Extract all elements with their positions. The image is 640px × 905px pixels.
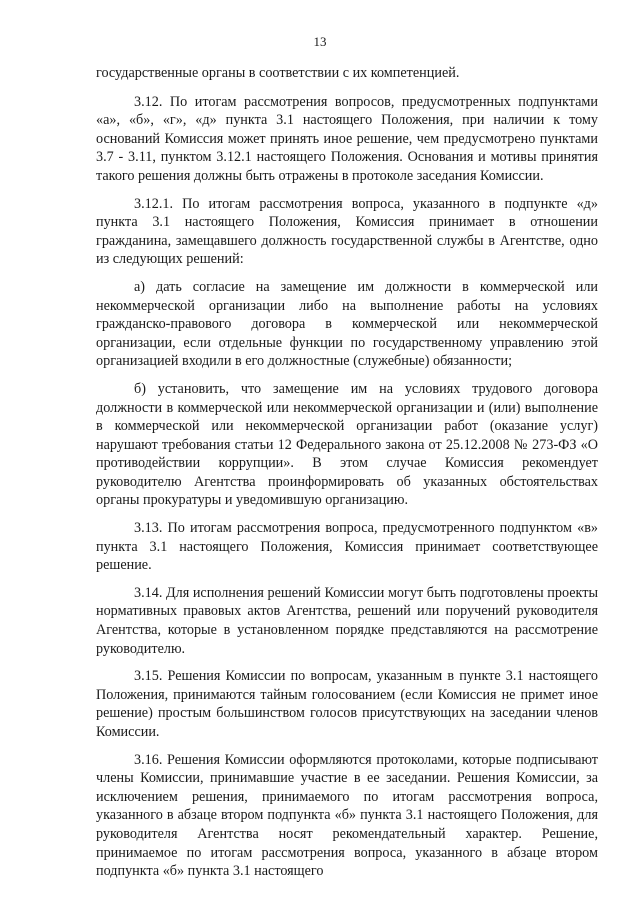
paragraph-3-12: 3.12. По итогам рассмотрения вопросов, предусмотренных подпунктами «а», «б», «г», «д» пункта 3.1 настоящего Положения, при наличии к тому оснований Комиссия может принять иное решение, чем предусмотрено пунктами 3.7 - 3.11, пунктом 3.12.1 настоящего Положения. Основания и мотивы принятия такого решения должны быть отражены в протоколе заседания Комиссии. [96, 93, 598, 184]
paragraph-3-13: 3.13. По итогам рассмотрения вопроса, предусмотренного подпунктом «в» пункта 3.1 настоящего Положения, Комиссия принимает соответствующее решение. [96, 520, 598, 574]
paragraph-3-12-1-a: а) дать согласие на замещение им должности в коммерческой или некоммерческой организации либо на выполнение работы на условиях гражданско-правового договора в коммерческой или некоммерческой организации, если отдельные функции по государственному управлению этой организацией входили в его должностные (служебные) обязанности; [96, 278, 598, 370]
document-body [96, 64, 598, 881]
paragraph-3-12-1: 3.12.1. По итогам рассмотрения вопроса, указанного в подпункте «д» пункта 3.1 настоящего Положения, Комиссия принимает в отношении гражданина, замещавшего должность государственной службы в Агентстве, одно из следующих решений: [96, 195, 598, 268]
paragraph-3-14: 3.14. Для исполнения решений Комиссии могут быть подготовлены проекты нормативных правовых актов Агентства, решений или поручений руководителя Агентства, которые в установленном порядке представляются на рассмотрение руководителю. [96, 584, 598, 657]
paragraph-continuation: государственные органы в соответствии с их компетенцией. [96, 65, 460, 81]
paragraph-3-16: 3.16. Решения Комиссии оформляются протоколами, которые подписывают члены Комиссии, принимавшие участие в ее заседании. Решения Комиссии, за исключением решения, принимаемого по итогам рассмотрения вопроса, указанного в абзаце втором подпункта «б» пункта 3.1 настоящего Положения, для руководителя Агентства носят рекомендательный характер. Решение, принимаемое по итогам рассмотрения вопроса, указанного в абзаце втором подпункта «б» пункта 3.1 настоящего [96, 751, 598, 880]
paragraph-3-15: 3.15. Решения Комиссии по вопросам, указанным в пункте 3.1 настоящего Положения, принимаются тайным голосованием (если Комиссия не примет иное решение) простым большинством голосов присутствующих на заседании членов Комиссии. [96, 668, 598, 740]
page-number: 13 [313, 34, 327, 49]
paragraph-3-12-1-b: б) установить, что замещение им на условиях трудового договора должности в коммерческой или некоммерческой организации и (или) выполнение в коммерческой или некоммерческой организации работ (оказание услуг) нарушают требования статьи 12 Федерального закона от 25.12.2008 № 273-ФЗ «О противодействии коррупции». В этом случае Комиссия рекомендует руководителю Агентства проинформировать об указанных обстоятельствах органы прокуратуры и уведомившую организацию. [96, 380, 598, 509]
